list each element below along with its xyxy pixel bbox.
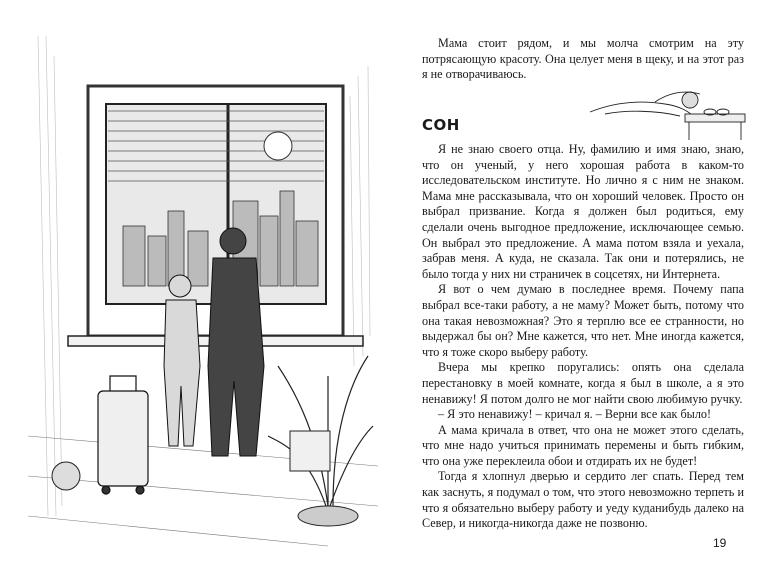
paragraph-5: А мама кричала в ответ, что она не может этого сделать, что мне надо учиться принимать перемены и быть гибким, что она уже переклеила обои и отдирать их не будет! [422,422,744,468]
intro-text [422,36,744,83]
section-title: СОН [422,116,460,134]
window-illustration [28,36,378,556]
paragraph-4: – Я это ненавижу! – кричал я. – Верни все как было! [438,407,712,422]
paragraph-6: Тогда я хлопнул дверью и сердито лег спать. Перед тем как заснуть, я подумал о том, что этого невозможно терпеть и что я обязательно выберу работу и уеду куданибудь далеко на Север, и никогда-никогда даже не позвоню. [422,469,744,531]
sleeping-boy-sketch [585,82,755,142]
paragraph-1: Я не знаю своего отца. Ну, фамилию и имя знаю, знаю, что он ученый, у него хорошая работа в каком-то исследовательском институте. Но лично я с ним не знаком. Мама мне рассказывала, что он хороший человек. Просто он выбрал призвание. Когда я должен был родиться, ему сделали очень выгодное предложение, исключающее семью. Он выбрал это предложение. А мама потом взяла и уехала, забрав меня. А куда, не сказала. Так они и потерялись, не было тогда у них ни страничек в соцсетях, ни Интернета. [422,142,744,281]
moon-icon [264,132,292,160]
page-number: 19 [713,536,727,550]
intro-paragraph: Мама стоит рядом, и мы молча смотрим на эту потрясающую красоту. Она целует меня в щеку, и на этот раз я не отворачиваюсь. [422,36,744,82]
chapter-body [422,142,744,532]
paragraph-3: Вчера мы крепко поругались: опять она сделала перестановку в моей комнате, когда я был в школе, а я это ненавижу! Я потом долго не мог найти свою любимую ручку. [422,360,744,406]
paragraph-2: Я вот о чем думаю в последнее время. Почему папа выбрал все-таки работу, а не маму? Может быть, потому что она такая невозможная? Это я терплю все ее странности, но выдержал бы он? Мне кажется, что нет. Мне иногда кажется, что я тоже скоро выберу работу. [422,282,744,359]
